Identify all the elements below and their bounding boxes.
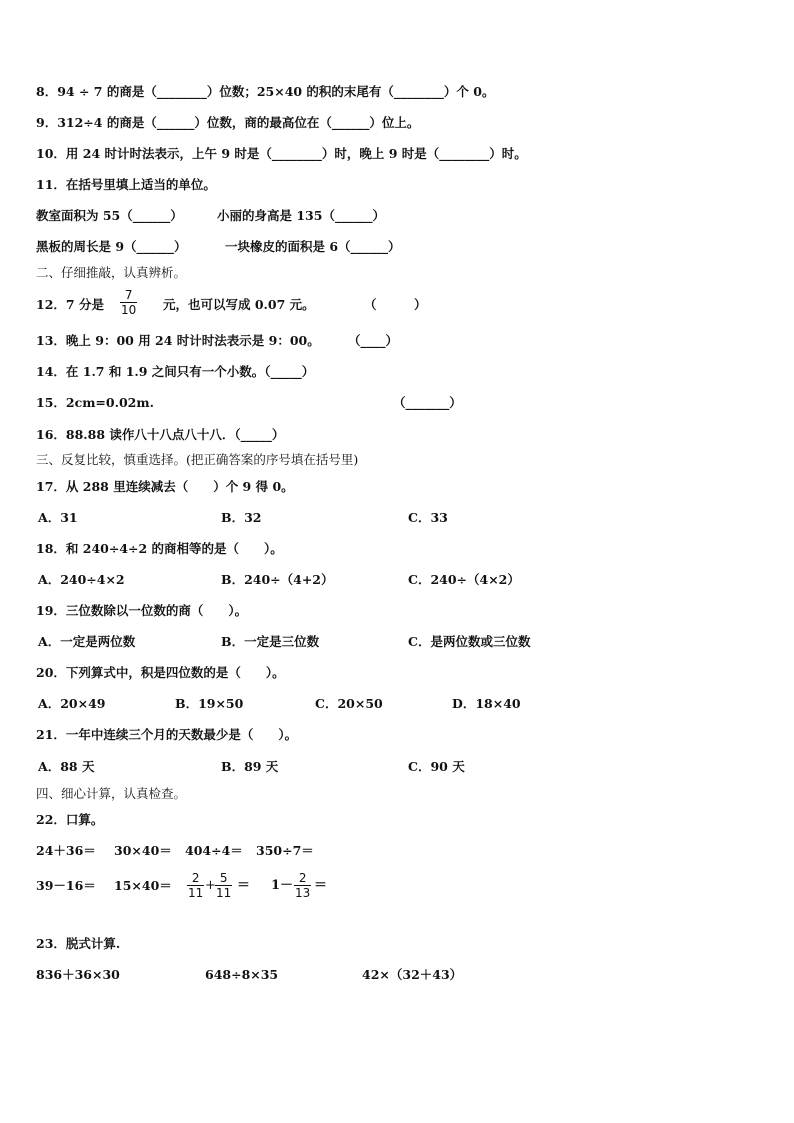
question-19-option-b[interactable]: B．一定是三位数	[221, 634, 320, 649]
question-9: 9．312÷4 的商是（______）位数，商的最高位在（______）位上。	[36, 115, 420, 130]
calc-item: 42×（32＋43）	[362, 967, 463, 982]
question-21: 21．一年中连续三个月的天数最少是（ ）。	[36, 727, 298, 742]
question-21-option-c[interactable]: C．90 天	[408, 759, 465, 774]
question-19: 19．三位数除以一位数的商（ ）。	[36, 603, 248, 618]
question-17-option-a[interactable]: A．31	[38, 510, 78, 525]
fraction	[294, 871, 311, 900]
question-12-prefix: 12．7 分是	[36, 297, 104, 312]
question-17: 17．从 288 里连续减去（ ）个 9 得 0。	[36, 479, 294, 494]
section-3-heading: 三、反复比较，慎重选择。(把正确答案的序号填在括号里)	[36, 452, 359, 467]
question-12-answer-paren[interactable]: （ ）	[364, 297, 427, 312]
calc-item: 15×40＝	[114, 878, 172, 893]
calc-item: 350÷7＝	[256, 843, 314, 858]
calc-item: 404÷4＝	[185, 843, 243, 858]
question-17-option-b[interactable]: B．32	[221, 510, 262, 525]
question-20-option-d[interactable]: D．18×40	[452, 696, 521, 711]
section-4-heading: 四、细心计算，认真检查。	[36, 786, 187, 801]
fraction	[187, 871, 204, 900]
question-22: 22．口算。	[36, 812, 104, 827]
fraction-denominator: 11	[216, 886, 232, 900]
question-20-option-c[interactable]: C．20×50	[315, 696, 383, 711]
fraction-denominator: 11	[188, 886, 204, 900]
question-8: 8．94 ÷ 7 的商是（________）位数；25×40 的积的末尾有（________）个 0。	[36, 84, 495, 99]
question-10: 10．用 24 时计时法表示，上午 9 时是（________）时，晚上 9 时是（________）时。	[36, 146, 527, 161]
question-20: 20．下列算式中，积是四位数的是（ ）。	[36, 665, 285, 680]
question-16: 16．88.88 读作八十八点八十八．（_____）	[36, 427, 285, 442]
fraction	[215, 871, 232, 900]
plus-sign: +	[205, 878, 216, 893]
question-21-option-b[interactable]: B．89 天	[221, 759, 279, 774]
fraction-denominator: 13	[295, 886, 311, 900]
question-15-answer-paren[interactable]: （_______）	[393, 395, 462, 410]
question-15: 15．2cm=0.02m.	[36, 395, 154, 410]
fraction-numerator: 7	[124, 288, 133, 302]
question-13-answer-paren[interactable]: （____）	[348, 333, 399, 348]
question-11-c: 黑板的周长是 9（______）	[36, 239, 187, 254]
question-21-option-a[interactable]: A．88 天	[38, 759, 95, 774]
fraction-numerator: 5	[219, 871, 228, 885]
calc-item: 836＋36×30	[36, 967, 120, 982]
calc-item: 24＋36＝	[36, 843, 96, 858]
calc-item: 30×40＝	[114, 843, 172, 858]
question-20-option-a[interactable]: A．20×49	[38, 696, 106, 711]
question-11-b: 小丽的身高是 135（______）	[217, 208, 385, 223]
question-11-a: 教室面积为 55（______）	[36, 208, 183, 223]
question-13: 13．晚上 9：00 用 24 时计时法表示是 9：00。	[36, 333, 320, 348]
question-18-option-b[interactable]: B．240÷（4+2）	[221, 572, 334, 587]
question-14: 14．在 1.7 和 1.9 之间只有一个小数。（_____）	[36, 364, 315, 379]
question-18-option-a[interactable]: A．240÷4×2	[38, 572, 125, 587]
calc-item: 648÷8×35	[205, 967, 279, 982]
question-12-fraction	[120, 288, 137, 317]
equals-sign: ＝	[314, 878, 328, 893]
calc-lead: 1－	[271, 878, 294, 893]
calc-item: 39－16＝	[36, 878, 96, 893]
question-11: 11．在括号里填上适当的单位。	[36, 177, 216, 192]
question-20-option-b[interactable]: B．19×50	[175, 696, 244, 711]
section-2-heading: 二、仔细推敲，认真辨析。	[36, 265, 187, 280]
question-11-d: 一块橡皮的面积是 6（______）	[225, 239, 401, 254]
question-23: 23．脱式计算.	[36, 936, 121, 951]
question-18-option-c[interactable]: C．240÷（4×2）	[408, 572, 520, 587]
question-18: 18．和 240÷4÷2 的商相等的是（ ）。	[36, 541, 283, 556]
fraction-numerator: 2	[191, 871, 200, 885]
question-12-suffix: 元，也可以写成 0.07 元。	[163, 297, 315, 312]
fraction-numerator: 2	[298, 871, 307, 885]
question-19-option-c[interactable]: C．是两位数或三位数	[408, 634, 531, 649]
question-19-option-a[interactable]: A．一定是两位数	[38, 634, 136, 649]
equals-sign: ＝	[237, 878, 251, 893]
question-17-option-c[interactable]: C．33	[408, 510, 448, 525]
fraction-denominator: 10	[121, 303, 137, 317]
